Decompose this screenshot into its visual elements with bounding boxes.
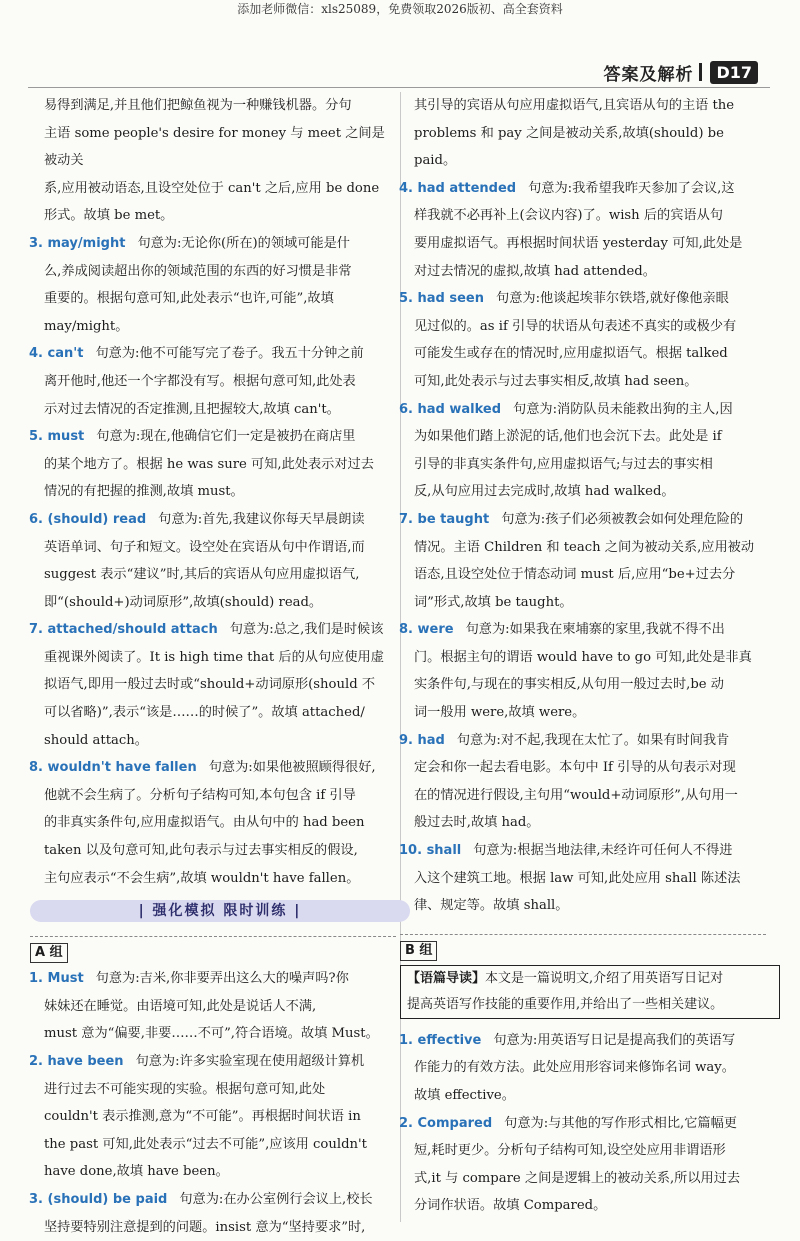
practice-banner: | 强化模拟 限时训练 | [30,900,410,922]
answer-text: were [417,622,454,638]
answer-item [29,340,396,368]
explanation-text: 句意为:如果他被照顾得很好, [208,760,376,776]
top-banner: 添加老师微信：xls25089，免费领取2026版初、高全套资料 [237,2,563,16]
item-number: 2. [399,1115,418,1131]
text-line: 反,从句应用过去完成时,故填 had walked。 [414,484,675,500]
text-line: 系,应用被动语态,且设空处位于 can't 之后,应用 be done [44,180,380,196]
answer-item [399,1110,766,1138]
explanation-text: 句意为:对不起,我现在太忙了。如果有时间我肯 [456,732,730,748]
answer-item [29,754,396,782]
explanation-text: 句意为:许多实验室现在使用超级计算机 [135,1054,365,1069]
text-line: taken 以及句意可知,此句表示与过去事实相反的假设, [44,843,358,859]
explanation-text: 句意为:在办公室例行会议上,校长 [179,1191,373,1207]
left-column [29,92,396,1241]
text-line: 分词作状语。故填 Compared。 [414,1198,607,1214]
text-line: 词”形式,故填 be taught。 [414,594,573,610]
text-line: the past 可知,此处表示“过去不可能”,应该用 couldn't [44,1136,367,1152]
answer-item [399,837,766,865]
group-label: B 组 [400,941,437,961]
text-line: 即“(should+)动词原形”,故填(should) read。 [44,594,323,610]
text-line: 可知,此处表示与过去事实相反,故填 had seen。 [414,373,698,389]
group-label: A 组 [30,943,68,963]
text-line: 主语 some people's desire for money 与 meet 之间是被动关 [44,125,385,169]
item-number: 4. [399,180,418,196]
explanation-text: 句意为:现在,他确信它们一定是被扔在商店里 [96,429,356,445]
explanation-text: 句意为:根据当地法律,未经许可任何人不得进 [473,843,733,859]
text-line: may/might。 [44,318,129,334]
text-line: 语态,且设空处位于情态动词 must 后,应用“be+过去分 [414,567,736,583]
text-line: 定会和你一起去看电影。本句中 If 引导的从句表示对现 [414,760,736,776]
page-number-badge: D17 [710,61,758,84]
text-line: 的某个地方了。根据 he was sure 可知,此处表示对过去 [44,456,374,472]
answer-text: had attended [417,180,517,196]
answer-text: can't [47,346,84,362]
answer-text: attached/should attach [47,622,218,638]
text-line: 故填 effective。 [414,1088,515,1103]
header-rule [28,87,770,88]
explanation-text: 句意为:总之,我们是时候该 [229,622,384,638]
text-line: 可以省略)”,表示“该是……的时候了”。故填 attached/ [44,705,365,721]
explanation-text: 句意为:吉米,你非要弄出这么大的噪声吗?你 [95,971,349,987]
text-line: 要用虚拟语气。再根据时间状语 yesterday 可知,此处是 [414,235,743,251]
explanation-text: 句意为:消防队员未能救出狗的主人,因 [513,401,733,417]
text-line: 作能力的有效方法。此处应用形容词来修饰名词 way。 [414,1060,735,1076]
answer-text: had seen [417,291,485,307]
text-line: 入这个建筑工地。根据 law 可知,此处应用 shall 陈述法 [414,870,741,886]
text-line: 门。根据主句的谓语 would have to go 可知,此处是非真 [414,649,752,665]
text-line: 坚持要特别注意提到的问题。insist 意为“坚持要求”时, [44,1219,366,1235]
group-heading [400,934,766,957]
right-column [399,92,766,1220]
text-line: 其引导的宾语从句应用虚拟语气,且宾语从句的主语 the [414,98,735,113]
answer-text: may/might [47,235,126,251]
item-number: 2. [29,1054,48,1069]
item-number: 5. [399,291,418,307]
guide-label: 【语篇导读】 [407,970,486,986]
text-line: 情况。主语 Children 和 teach 之间为被动关系,应用被动 [414,539,755,555]
text-line: 可能发生或存在的情况时,应用虚拟语气。根据 talked [414,346,728,362]
item-number: 1. [29,971,48,987]
text-line: 短,耗时更少。分析句子结构可知,设空处应用非谓语形 [414,1143,726,1159]
explanation-text: 句意为:首先,我建议你每天早晨朗读 [158,511,365,527]
answer-item [399,616,766,644]
answer-item [399,506,766,534]
answer-item [29,423,396,451]
item-number: 9. [399,732,418,748]
answer-text: had [417,732,445,748]
answer-text: (should) read [47,511,147,527]
answer-text: wouldn't have fallen [47,760,197,776]
answer-item [29,506,396,534]
item-number: 8. [29,760,48,776]
item-number: 3. [29,235,48,251]
item-number: 5. [29,429,48,445]
answer-text: be taught [417,511,490,527]
answer-item [29,965,396,993]
text-line: couldn't 表示推测,意为“不可能”。再根据时间状语 in [44,1109,361,1125]
text-line: 主句应表示“不会生病”,故填 wouldn't have fallen。 [44,870,360,886]
explanation-text: 句意为:我希望我昨天参加了会议,这 [528,180,735,196]
item-number: 6. [399,401,418,417]
text-line: 实条件句,与现在的事实相反,从句用一般过去时,be 动 [414,677,724,693]
page-header [603,58,758,86]
text-line: 重要的。根据句意可知,此处表示“也许,可能”,故填 [44,291,334,307]
answer-text: (should) be paid [47,1191,168,1207]
item-number: 7. [29,622,48,638]
guide-line: 提高英语写作技能的重要作用,并给出了一些相关建议。 [407,996,724,1012]
text-line: 见过似的。as if 引导的状语从句表述不真实的或极少有 [414,318,737,334]
answer-item [399,727,766,755]
answer-item [29,230,396,258]
item-number: 8. [399,622,418,638]
guide-text: 本文是一篇说明文,介绍了用英语写日记对 [485,970,724,986]
item-number: 10. [399,843,427,859]
answer-text: shall [426,843,462,859]
explanation-text: 句意为:如果我在柬埔寨的家里,我就不得不出 [465,622,725,638]
text-line: 对过去情况的虚拟,故填 had attended。 [414,263,656,279]
text-line: 样我就不必再补上(会议内容)了。wish 后的宾语从句 [414,208,723,224]
text-line: 般过去时,故填 had。 [414,815,540,831]
text-line: have done,故填 have been。 [44,1164,229,1180]
text-line: 在的情况进行假设,主句用“would+动词原形”,从句用一 [414,787,738,803]
text-line: 拟语气,即用一般过去时或“should+动词原形(should 不 [44,677,376,693]
text-line: suggest 表示“建议”时,其后的宾语从句应用虚拟语气, [44,567,360,583]
text-line: 的非真实条件句,应用虚拟语气。由从句中的 had been [44,815,365,831]
text-line: 式,it 与 compare 之间是逻辑上的被动关系,所以用过去 [414,1170,741,1186]
text-line: 进行过去不可能实现的实验。根据句意可知,此处 [44,1081,326,1097]
item-number: 1. [399,1032,418,1048]
answer-item [399,285,766,313]
text-line: 离开他时,他还一个字都没有写。根据句意可知,此处表 [44,373,356,389]
text-line: 易得到满足,并且他们把鲸鱼视为一种赚钱机器。分句 [44,98,352,113]
guide-line [407,966,773,992]
text-line: 重视课外阅读了。It is high time that 后的从句应使用虚 [44,649,384,665]
text-line: 妹妹还在睡觉。由语境可知,此处是说话人不满, [44,998,317,1014]
text-line: must 意为“偏要,非要……不可”,符合语境。故填 Must。 [44,1026,379,1042]
explanation-text: 句意为:用英语写日记是提高我们的英语写 [493,1032,736,1048]
item-number: 4. [29,346,48,362]
item-number: 7. [399,511,418,527]
answer-item [29,616,396,644]
text-line: 情况的有把握的推测,故填 must。 [44,484,244,500]
explanation-text: 句意为:他谈起埃菲尔铁塔,就好像他亲眼 [496,291,729,307]
explanation-text: 句意为:孩子们必须被教会如何处理危险的 [501,511,744,527]
answer-item [29,1186,396,1214]
text-line: 词一般用 were,故填 were。 [414,705,586,721]
text-line: 英语单词、句子和短文。设空处在宾语从句中作谓语,而 [44,539,365,555]
header-divider [699,63,702,81]
explanation-text: 句意为:无论你(所在)的领域可能是什 [137,235,350,251]
item-number: 6. [29,511,48,527]
answer-text: have been [47,1054,124,1069]
explanation-text: 句意为:他不可能写完了卷子。我五十分钟之前 [95,346,364,362]
item-number: 3. [29,1191,48,1207]
column-divider [400,92,401,1222]
explanation-text: 句意为:与其他的写作形式相比,它篇幅更 [504,1115,737,1131]
text-line: 么,养成阅读超出你的领域范围的东西的好习惯是非常 [44,263,352,279]
text-line: 示对过去情况的否定推测,且把握较大,故填 can't。 [44,401,340,417]
answer-text: Compared [417,1115,493,1131]
answer-text: had walked [417,401,502,417]
answer-text: effective [417,1032,482,1048]
text-line: 律、规定等。故填 shall。 [414,898,569,914]
answer-item [29,1048,396,1076]
text-line: problems 和 pay 之间是被动关系,故填(should) be paid。 [414,125,724,169]
group-heading [30,936,396,959]
text-line: 为如果他们踏上淤泥的话,他们也会沉下去。此处是 if [414,429,722,445]
text-line: should attach。 [44,732,148,748]
text-line: 形式。故填 be met。 [44,208,174,224]
answer-item [399,396,766,424]
answer-text: must [47,429,85,445]
text-line: 引导的非真实条件句,应用虚拟语气;与过去的事实相 [414,456,713,472]
answer-item [399,175,766,203]
answer-text: Must [47,971,84,987]
answer-item [399,1027,766,1055]
text-line: 他就不会生病了。分析句子结构可知,本句包含 if 引导 [44,787,356,803]
passage-guide-box [400,965,780,1019]
header-title: 答案及解析 [603,64,694,85]
